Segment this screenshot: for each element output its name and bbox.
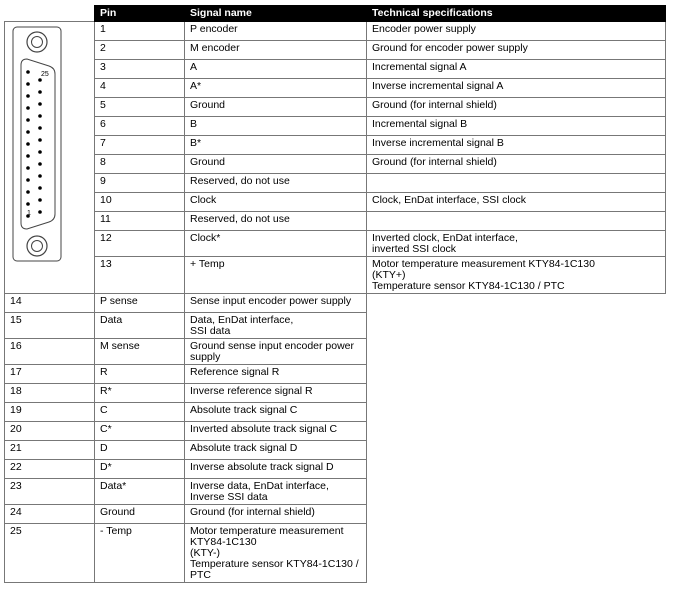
pin-dot [26, 82, 30, 86]
signal-name-cell: Ground [95, 504, 185, 523]
pin-dot [38, 78, 42, 82]
pin-label-1: 1 [27, 209, 31, 217]
pin-dot [26, 130, 30, 134]
signal-name-cell: Clock* [185, 230, 367, 256]
technical-spec-cell: Reference signal R [185, 364, 367, 383]
signal-name-cell: P encoder [185, 21, 367, 40]
pin-dot [38, 102, 42, 106]
technical-spec-cell: Sense input encoder power supply [185, 293, 367, 312]
technical-spec-cell: Inverse data, EnDat interface, Inverse SSI data [185, 478, 367, 504]
pin-number-cell: 19 [5, 402, 95, 421]
blank-corner [5, 6, 95, 22]
table-row [5, 383, 666, 402]
table-row [5, 192, 666, 211]
pin-assignment-table [4, 5, 666, 583]
table-row [5, 421, 666, 440]
signal-name-cell: D* [95, 459, 185, 478]
signal-name-cell: B [185, 116, 367, 135]
technical-spec-cell [367, 211, 666, 230]
pin-number-cell: 11 [95, 211, 185, 230]
mounting-hole-bottom [27, 236, 47, 256]
table-row [5, 504, 666, 523]
pin-number-cell: 5 [95, 97, 185, 116]
table-header-row [5, 6, 666, 22]
technical-spec-cell: Inverse reference signal R [185, 383, 367, 402]
pin-number-cell: 7 [95, 135, 185, 154]
table-row [5, 523, 666, 582]
table-row [5, 440, 666, 459]
signal-name-cell: Ground [185, 97, 367, 116]
technical-spec-cell: Data, EnDat interface, SSI data [185, 312, 367, 338]
pin-number-cell: 2 [95, 40, 185, 59]
pin-number-cell: 3 [95, 59, 185, 78]
technical-spec-cell: Inverted clock, EnDat interface, inverted SSI clock [367, 230, 666, 256]
technical-spec-cell: Inverted absolute track signal C [185, 421, 367, 440]
signal-name-cell: Reserved, do not use [185, 211, 367, 230]
pin-number-cell: 21 [5, 440, 95, 459]
signal-name-cell: + Temp [185, 256, 367, 293]
technical-spec-cell: Encoder power supply [367, 21, 666, 40]
mounting-hole-top-inner [32, 36, 43, 47]
pin-dot [38, 126, 42, 130]
technical-spec-cell: Inverse absolute track signal D [185, 459, 367, 478]
pin-number-cell: 9 [95, 173, 185, 192]
pin-number-cell: 6 [95, 116, 185, 135]
pin-dot [26, 94, 30, 98]
signal-name-cell: D [95, 440, 185, 459]
signal-name-cell: Data [95, 312, 185, 338]
pin-dot [38, 186, 42, 190]
pin-number-cell: 12 [95, 230, 185, 256]
table-row [5, 364, 666, 383]
pin-dot [38, 150, 42, 154]
sub-d-25-connector-diagram [5, 22, 93, 266]
technical-spec-cell: Inverse incremental signal A [367, 78, 666, 97]
pin-number-cell: 23 [5, 478, 95, 504]
signal-name-cell: M encoder [185, 40, 367, 59]
table-row [5, 402, 666, 421]
pin-dot [26, 142, 30, 146]
header-pin: Pin [95, 6, 185, 22]
pin-number-cell: 20 [5, 421, 95, 440]
pin-dot [26, 166, 30, 170]
pin-number-cell: 4 [95, 78, 185, 97]
table-row [5, 21, 666, 40]
signal-name-cell: Reserved, do not use [185, 173, 367, 192]
signal-name-cell: Data* [95, 478, 185, 504]
pin-number-cell: 24 [5, 504, 95, 523]
table-row [5, 312, 666, 338]
table-row [5, 338, 666, 364]
pin-number-cell: 22 [5, 459, 95, 478]
technical-spec-cell: Absolute track signal C [185, 402, 367, 421]
technical-spec-cell: Ground (for internal shield) [185, 504, 367, 523]
technical-spec-cell: Ground for encoder power supply [367, 40, 666, 59]
pin-number-cell: 10 [95, 192, 185, 211]
pin-dot [38, 162, 42, 166]
pin-dot [26, 118, 30, 122]
pin-dot [38, 198, 42, 202]
table-row [5, 293, 666, 312]
table-row [5, 40, 666, 59]
pin-dot [38, 174, 42, 178]
pin-number-cell: 15 [5, 312, 95, 338]
pin-dot [26, 178, 30, 182]
mounting-hole-bottom-inner [32, 240, 43, 251]
signal-name-cell: B* [185, 135, 367, 154]
technical-spec-cell: Incremental signal A [367, 59, 666, 78]
technical-spec-cell: Incremental signal B [367, 116, 666, 135]
pin-number-cell: 13 [95, 256, 185, 293]
signal-name-cell: C* [95, 421, 185, 440]
technical-spec-cell [367, 173, 666, 192]
signal-name-cell: P sense [95, 293, 185, 312]
signal-name-cell: Clock [185, 192, 367, 211]
technical-spec-cell: Ground (for internal shield) [367, 154, 666, 173]
pin-dot [38, 138, 42, 142]
signal-name-cell: Ground [185, 154, 367, 173]
pin-number-cell: 1 [95, 21, 185, 40]
table-row [5, 78, 666, 97]
header-signal-name: Signal name [185, 6, 367, 22]
signal-name-cell: - Temp [95, 523, 185, 582]
technical-spec-cell: Ground (for internal shield) [367, 97, 666, 116]
pin-dot [26, 190, 30, 194]
connector-diagram-cell [5, 21, 95, 293]
pin-dot [38, 114, 42, 118]
technical-spec-cell: Motor temperature measurement KTY84-1C130 (KTY+) Temperature sensor KTY84-1C130 / PTC [367, 256, 666, 293]
table-row [5, 135, 666, 154]
table-row [5, 173, 666, 192]
signal-name-cell: R [95, 364, 185, 383]
signal-name-cell: R* [95, 383, 185, 402]
pin-number-cell: 18 [5, 383, 95, 402]
signal-name-cell: C [95, 402, 185, 421]
pin-number-cell: 14 [5, 293, 95, 312]
table-row [5, 230, 666, 256]
technical-spec-cell: Absolute track signal D [185, 440, 367, 459]
pin-dot [26, 202, 30, 206]
technical-spec-cell: Ground sense input encoder power supply [185, 338, 367, 364]
mounting-hole-top [27, 32, 47, 52]
signal-name-cell: A* [185, 78, 367, 97]
pin-number-cell: 17 [5, 364, 95, 383]
pin-dot [26, 154, 30, 158]
table-row [5, 116, 666, 135]
table-row [5, 154, 666, 173]
table-row [5, 211, 666, 230]
table-row [5, 478, 666, 504]
pin-label-25: 25 [41, 70, 49, 78]
pin-dot [26, 70, 30, 74]
signal-name-cell: A [185, 59, 367, 78]
table-row [5, 59, 666, 78]
pin-number-cell: 25 [5, 523, 95, 582]
connector-shell [21, 59, 55, 229]
signal-name-cell: M sense [95, 338, 185, 364]
table-row [5, 459, 666, 478]
pin-dot [38, 90, 42, 94]
pin-dot [26, 106, 30, 110]
pin-number-cell: 16 [5, 338, 95, 364]
pin-number-cell: 8 [95, 154, 185, 173]
pin-dot [38, 210, 42, 214]
technical-spec-cell: Inverse incremental signal B [367, 135, 666, 154]
header-technical-specifications: Technical specifications [367, 6, 666, 22]
technical-spec-cell: Clock, EnDat interface, SSI clock [367, 192, 666, 211]
table-row [5, 256, 666, 293]
technical-spec-cell: Motor temperature measurement KTY84-1C130 (KTY-) Temperature sensor KTY84-1C130 / PTC [185, 523, 367, 582]
table-row [5, 97, 666, 116]
